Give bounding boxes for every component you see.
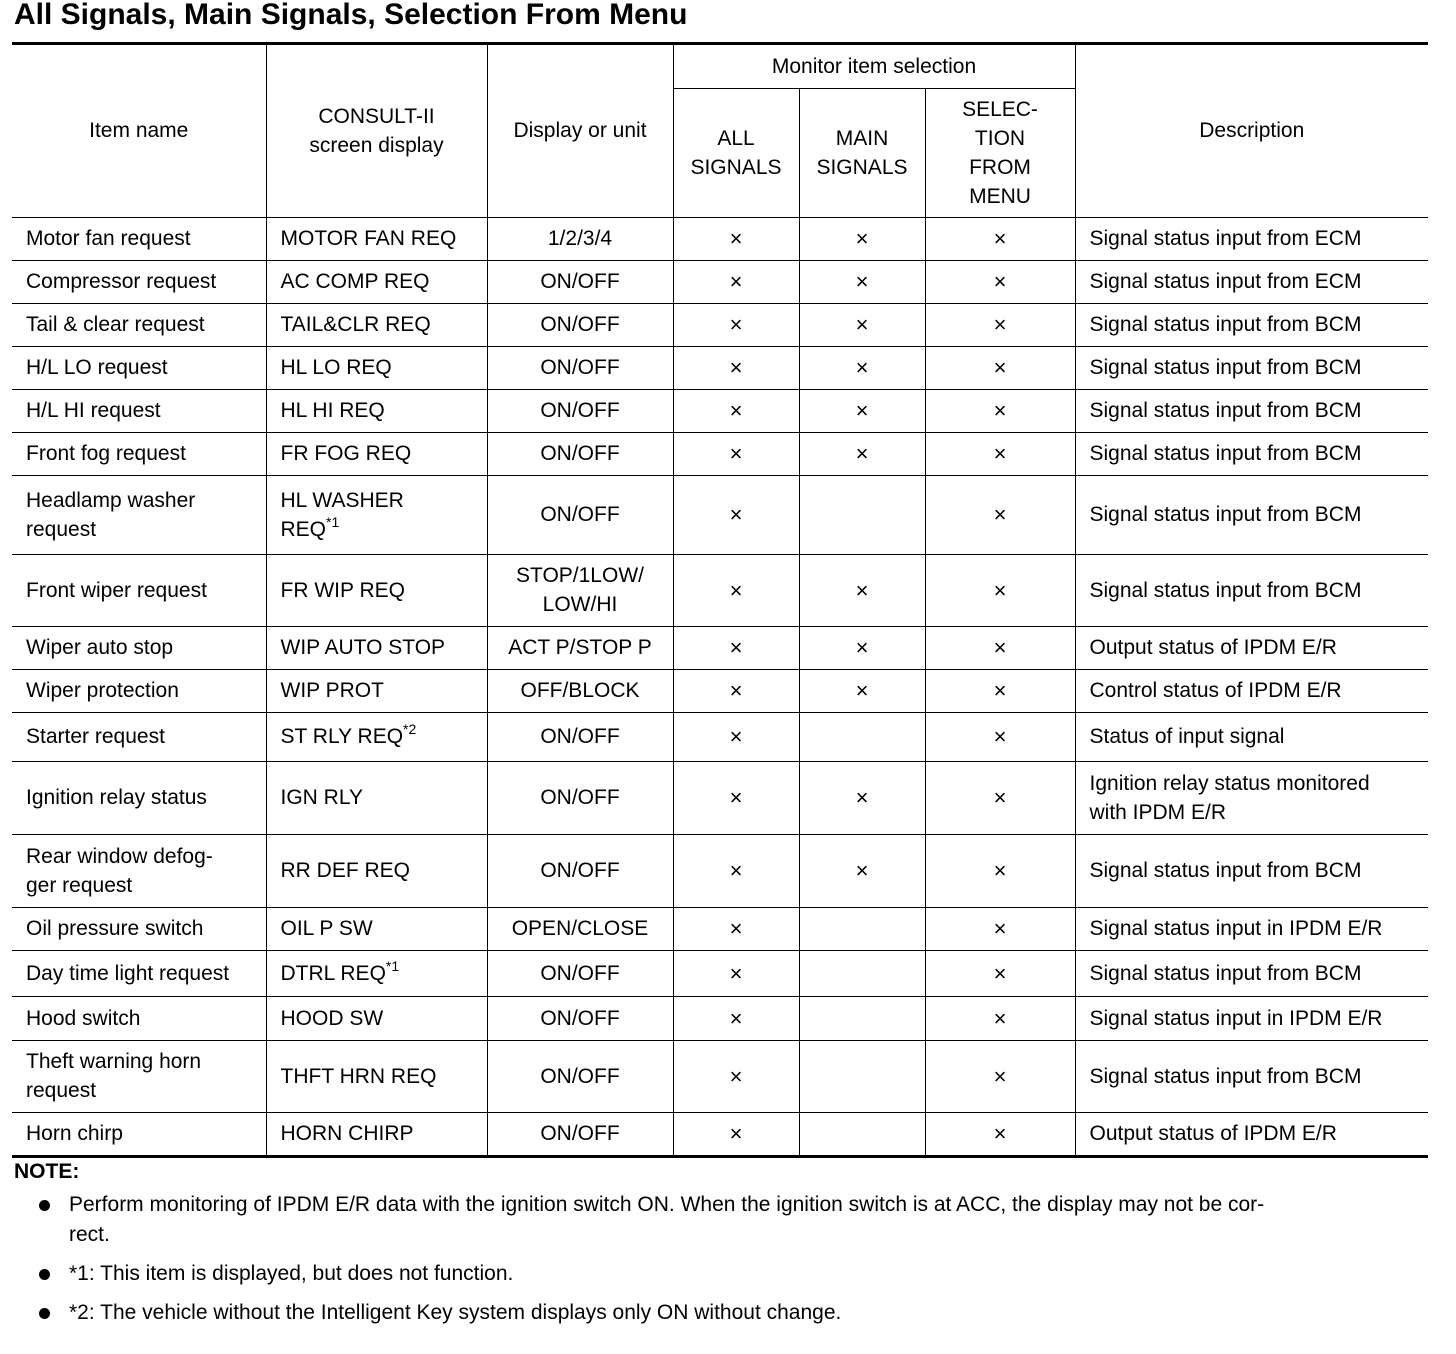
all-signals-mark: × bbox=[673, 712, 799, 761]
table-row bbox=[12, 346, 1428, 389]
header-item-name: Item name bbox=[12, 45, 266, 217]
selection-menu-mark: × bbox=[925, 303, 1075, 346]
all-signals-mark: × bbox=[673, 1112, 799, 1155]
screen-display-cell: MOTOR FAN REQ bbox=[266, 217, 487, 260]
selection-menu-mark: × bbox=[925, 950, 1075, 996]
table-row bbox=[12, 834, 1428, 907]
footnote-ref: *1 bbox=[326, 513, 340, 530]
main-signals-mark bbox=[799, 907, 925, 950]
screen-display-cell: HL WASHER REQ$^{*1}$ bbox=[266, 475, 487, 554]
all-signals-mark: × bbox=[673, 475, 799, 554]
screen-display-cell: ST RLY REQ$^{*2}$ bbox=[266, 712, 487, 761]
bullet-icon bbox=[39, 1269, 50, 1280]
display-unit-cell: 1/2/3/4 bbox=[487, 217, 673, 260]
table-body bbox=[12, 217, 1428, 1155]
all-signals-mark: × bbox=[673, 217, 799, 260]
header-display-unit: Display or unit bbox=[487, 45, 673, 217]
main-signals-mark bbox=[799, 950, 925, 996]
table-row bbox=[12, 996, 1428, 1040]
main-signals-mark: × bbox=[799, 432, 925, 475]
note-section bbox=[14, 1160, 1428, 1337]
main-signals-mark: × bbox=[799, 346, 925, 389]
selection-menu-mark: × bbox=[925, 761, 1075, 834]
screen-display-cell: AC COMP REQ bbox=[266, 260, 487, 303]
selection-menu-mark: × bbox=[925, 1040, 1075, 1112]
main-signals-mark bbox=[799, 1040, 925, 1112]
display-unit-cell: ON/OFF bbox=[487, 996, 673, 1040]
main-signals-mark bbox=[799, 996, 925, 1040]
main-signals-mark: × bbox=[799, 303, 925, 346]
screen-display-cell: FR WIP REQ bbox=[266, 554, 487, 626]
item-name-cell: Rear window defog- ger request bbox=[12, 834, 266, 907]
item-name-cell: Headlamp washer request bbox=[12, 475, 266, 554]
description-cell: Signal status input from BCM bbox=[1075, 554, 1428, 626]
all-signals-mark: × bbox=[673, 389, 799, 432]
header-main-signals: MAIN SIGNALS bbox=[799, 88, 925, 217]
selection-menu-mark: × bbox=[925, 475, 1075, 554]
screen-display-cell: HL HI REQ bbox=[266, 389, 487, 432]
display-unit-cell: ON/OFF bbox=[487, 432, 673, 475]
description-cell: Output status of IPDM E/R bbox=[1075, 1112, 1428, 1155]
table-row bbox=[12, 669, 1428, 712]
description-cell: Signal status input from BCM bbox=[1075, 834, 1428, 907]
footnote-ref: *1 bbox=[385, 957, 400, 974]
all-signals-mark: × bbox=[673, 761, 799, 834]
table-row bbox=[12, 907, 1428, 950]
display-unit-cell: OFF/BLOCK bbox=[487, 669, 673, 712]
all-signals-mark: × bbox=[673, 346, 799, 389]
page-title: All Signals, Main Signals, Selection From Menu bbox=[14, 0, 688, 31]
main-signals-mark: × bbox=[799, 554, 925, 626]
description-cell: Signal status input from BCM bbox=[1075, 950, 1428, 996]
item-name-cell: Compressor request bbox=[12, 260, 266, 303]
description-cell: Output status of IPDM E/R bbox=[1075, 626, 1428, 669]
signals-table bbox=[12, 45, 1428, 1155]
display-unit-cell: STOP/1LOW/ LOW/HI bbox=[487, 554, 673, 626]
all-signals-mark: × bbox=[673, 626, 799, 669]
item-name-cell: Horn chirp bbox=[12, 1112, 266, 1155]
selection-menu-mark: × bbox=[925, 260, 1075, 303]
screen-display-cell: HL LO REQ bbox=[266, 346, 487, 389]
header-all-signals: ALL SIGNALS bbox=[673, 88, 799, 217]
selection-menu-mark: × bbox=[925, 712, 1075, 761]
display-unit-cell: OPEN/CLOSE bbox=[487, 907, 673, 950]
main-signals-mark: × bbox=[799, 217, 925, 260]
item-name-cell: Theft warning horn request bbox=[12, 1040, 266, 1112]
description-cell: Signal status input from BCM bbox=[1075, 346, 1428, 389]
display-unit-cell: ON/OFF bbox=[487, 1040, 673, 1112]
table-row bbox=[12, 475, 1428, 554]
description-cell: Signal status input in IPDM E/R bbox=[1075, 996, 1428, 1040]
selection-menu-mark: × bbox=[925, 554, 1075, 626]
description-cell: Signal status input from BCM bbox=[1075, 1040, 1428, 1112]
header-monitor-selection: Monitor item selection bbox=[673, 45, 1075, 88]
description-cell: Signal status input from ECM bbox=[1075, 217, 1428, 260]
selection-menu-mark: × bbox=[925, 996, 1075, 1040]
screen-display-cell: WIP AUTO STOP bbox=[266, 626, 487, 669]
table-row bbox=[12, 712, 1428, 761]
main-signals-mark: × bbox=[799, 389, 925, 432]
display-unit-cell: ACT P/STOP P bbox=[487, 626, 673, 669]
note-list bbox=[14, 1190, 1428, 1328]
main-signals-mark: × bbox=[799, 834, 925, 907]
description-cell: Signal status input from BCM bbox=[1075, 389, 1428, 432]
display-unit-cell: ON/OFF bbox=[487, 950, 673, 996]
item-name-cell: Hood switch bbox=[12, 996, 266, 1040]
all-signals-mark: × bbox=[673, 950, 799, 996]
screen-display-cell: HOOD SW bbox=[266, 996, 487, 1040]
screen-display-cell: RR DEF REQ bbox=[266, 834, 487, 907]
selection-menu-mark: × bbox=[925, 669, 1075, 712]
description-cell: Signal status input from BCM bbox=[1075, 475, 1428, 554]
selection-menu-mark: × bbox=[925, 432, 1075, 475]
main-signals-mark: × bbox=[799, 260, 925, 303]
description-cell: Signal status input in IPDM E/R bbox=[1075, 907, 1428, 950]
item-name-cell: Wiper auto stop bbox=[12, 626, 266, 669]
table-row bbox=[12, 554, 1428, 626]
header-consult-screen: CONSULT-II screen display bbox=[266, 45, 487, 217]
all-signals-mark: × bbox=[673, 554, 799, 626]
all-signals-mark: × bbox=[673, 432, 799, 475]
item-name-cell: Day time light request bbox=[12, 950, 266, 996]
selection-menu-mark: × bbox=[925, 217, 1075, 260]
display-unit-cell: ON/OFF bbox=[487, 834, 673, 907]
screen-display-cell: IGN RLY bbox=[266, 761, 487, 834]
screen-display-cell: THFT HRN REQ bbox=[266, 1040, 487, 1112]
selection-menu-mark: × bbox=[925, 907, 1075, 950]
main-signals-mark: × bbox=[799, 669, 925, 712]
display-unit-cell: ON/OFF bbox=[487, 761, 673, 834]
description-cell: Signal status input from BCM bbox=[1075, 303, 1428, 346]
table-row bbox=[12, 626, 1428, 669]
note-item: *1: This item is displayed, but does not function. bbox=[14, 1259, 1428, 1289]
selection-menu-mark: × bbox=[925, 389, 1075, 432]
selection-menu-mark: × bbox=[925, 834, 1075, 907]
note-title: NOTE: bbox=[14, 1160, 80, 1183]
item-name-cell: H/L HI request bbox=[12, 389, 266, 432]
main-signals-mark bbox=[799, 712, 925, 761]
item-name-cell: Tail & clear request bbox=[12, 303, 266, 346]
note-item: Perform monitoring of IPDM E/R data with the ignition switch ON. When the ignition switch is at ACC, the display may not be cor- rect. bbox=[14, 1190, 1428, 1250]
display-unit-cell: ON/OFF bbox=[487, 389, 673, 432]
screen-display-cell: FR FOG REQ bbox=[266, 432, 487, 475]
main-signals-mark bbox=[799, 1112, 925, 1155]
screen-display-cell: DTRL REQ$^{*1}$ bbox=[266, 950, 487, 996]
item-name-cell: H/L LO request bbox=[12, 346, 266, 389]
all-signals-mark: × bbox=[673, 303, 799, 346]
table-row bbox=[12, 217, 1428, 260]
table-row bbox=[12, 1040, 1428, 1112]
all-signals-mark: × bbox=[673, 669, 799, 712]
screen-display-cell: HORN CHIRP bbox=[266, 1112, 487, 1155]
description-cell: Signal status input from ECM bbox=[1075, 260, 1428, 303]
table-row bbox=[12, 950, 1428, 996]
table-row bbox=[12, 761, 1428, 834]
main-signals-mark: × bbox=[799, 626, 925, 669]
item-name-cell: Wiper protection bbox=[12, 669, 266, 712]
selection-menu-mark: × bbox=[925, 626, 1075, 669]
display-unit-cell: ON/OFF bbox=[487, 303, 673, 346]
display-unit-cell: ON/OFF bbox=[487, 260, 673, 303]
screen-display-cell: TAIL&CLR REQ bbox=[266, 303, 487, 346]
item-name-cell: Front wiper request bbox=[12, 554, 266, 626]
bullet-icon bbox=[39, 1200, 50, 1211]
item-name-cell: Motor fan request bbox=[12, 217, 266, 260]
selection-menu-mark: × bbox=[925, 346, 1075, 389]
bottom-rule bbox=[12, 1155, 1428, 1158]
screen-display-cell: WIP PROT bbox=[266, 669, 487, 712]
all-signals-mark: × bbox=[673, 996, 799, 1040]
main-signals-mark bbox=[799, 475, 925, 554]
all-signals-mark: × bbox=[673, 834, 799, 907]
all-signals-mark: × bbox=[673, 1040, 799, 1112]
table-row bbox=[12, 260, 1428, 303]
note-item: *2: The vehicle without the Intelligent Key system displays only ON without change. bbox=[14, 1298, 1428, 1328]
display-unit-cell: ON/OFF bbox=[487, 346, 673, 389]
description-cell: Ignition relay status monitored with IPDM E/R bbox=[1075, 761, 1428, 834]
selection-menu-mark: × bbox=[925, 1112, 1075, 1155]
header-description: Description bbox=[1075, 45, 1428, 217]
item-name-cell: Ignition relay status bbox=[12, 761, 266, 834]
display-unit-cell: ON/OFF bbox=[487, 1112, 673, 1155]
table-row bbox=[12, 303, 1428, 346]
bullet-icon bbox=[39, 1308, 50, 1319]
main-signals-mark: × bbox=[799, 761, 925, 834]
description-cell: Signal status input from BCM bbox=[1075, 432, 1428, 475]
display-unit-cell: ON/OFF bbox=[487, 712, 673, 761]
all-signals-mark: × bbox=[673, 907, 799, 950]
footnote-ref: *2 bbox=[403, 721, 417, 737]
description-cell: Status of input signal bbox=[1075, 712, 1428, 761]
display-unit-cell: ON/OFF bbox=[487, 475, 673, 554]
table-row bbox=[12, 1112, 1428, 1155]
description-cell: Control status of IPDM E/R bbox=[1075, 669, 1428, 712]
all-signals-mark: × bbox=[673, 260, 799, 303]
screen-display-cell: OIL P SW bbox=[266, 907, 487, 950]
table-row bbox=[12, 389, 1428, 432]
item-name-cell: Starter request bbox=[12, 712, 266, 761]
item-name-cell: Oil pressure switch bbox=[12, 907, 266, 950]
table-row bbox=[12, 432, 1428, 475]
header-selection-from-menu: SELEC- TION FROM MENU bbox=[925, 88, 1075, 217]
item-name-cell: Front fog request bbox=[12, 432, 266, 475]
